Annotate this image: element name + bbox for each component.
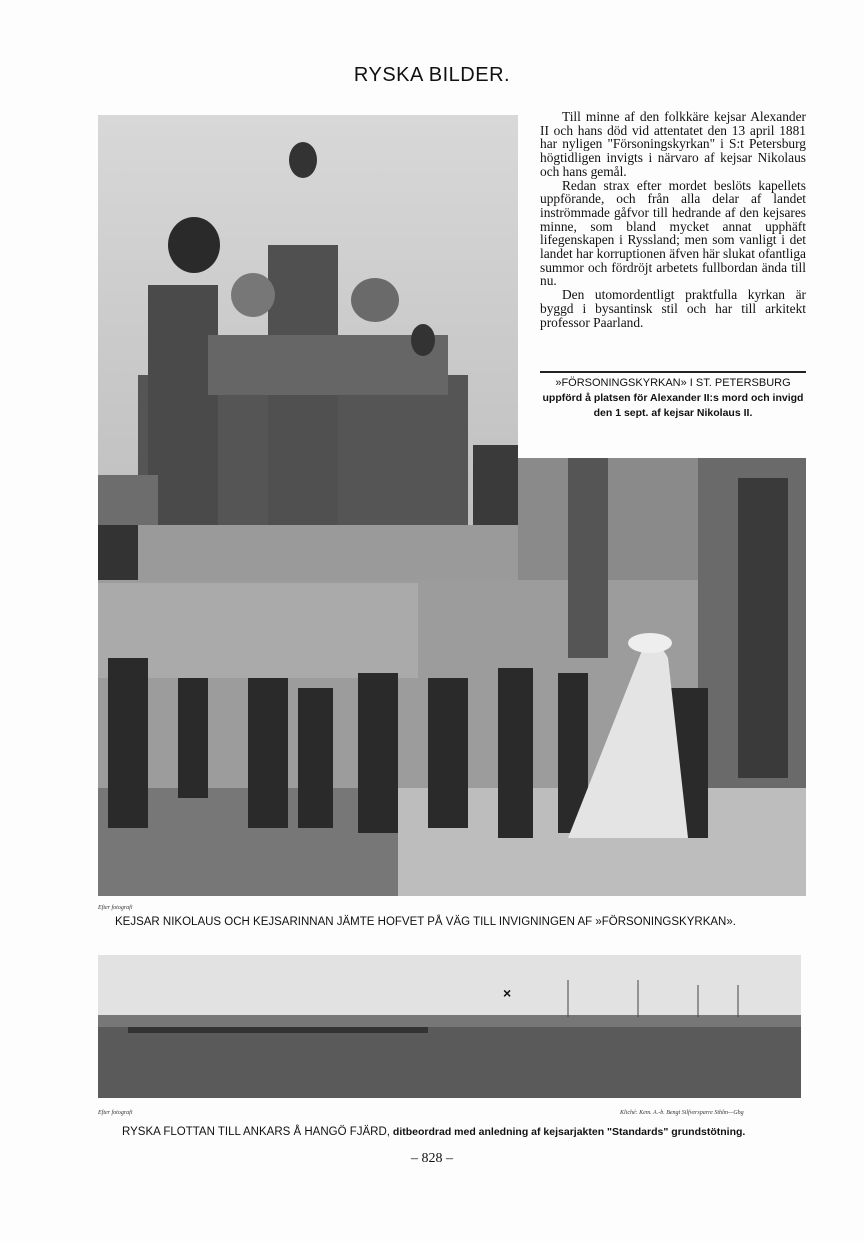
photo-credit: Efter fotografi: [98, 905, 133, 911]
fleet-marker: ×: [503, 985, 512, 1001]
procession-photo: [98, 458, 806, 896]
article-paragraph: Redan strax efter mordet beslöts kapellets uppförande, och från alla delar af landet inströmmade gåfvor till hedrande af den kejsares minne, som bland mycket annat upphäft lifegenskapen i Ryssland; men som vanligt i det landet har korruptionen äfven här slukat ofantliga summor och fördröjt arbetets fullbordan ända till nu.: [540, 177, 806, 289]
article-paragraph: Den utomordentligt praktfulla kyrkan är byggd i bysantinsk stil och har till arkitekt professor Paarland.: [540, 287, 806, 330]
fleet-caption-title: RYSKA FLOTTAN TILL ANKARS Å HANGÖ FJÄRD,: [122, 1126, 390, 1138]
procession-caption: KEJSAR NIKOLAUS OCH KEJSARINNAN JÄMTE HOFVET PÅ VÄG TILL INVIGNINGEN AF »FÖRSONINGSKYRKAN».: [115, 916, 736, 928]
cliche-credit: Kliché: Kem. A.-b. Bengt Silfversparre Sthlm—Gbg: [620, 1110, 744, 1116]
fleet-caption: [122, 1126, 745, 1138]
article-text: [540, 110, 806, 329]
photo-credit: Efter fotografi: [98, 1110, 133, 1116]
article-paragraph: Till minne af den folkkäre kejsar Alexander II och hans död vid attentatet den 13 april 1881 har nyligen "Försoningskyrkan" i S:t Petersburg högtidligen invigts i närvaro af kejsar Nikolaus och hans gemål.: [540, 109, 806, 179]
fleet-photo: [98, 955, 801, 1098]
fleet-caption-text: ditbeordrad med anledning af kejsarjakten "Standards" grundstötning.: [389, 1126, 746, 1138]
page-number: – 828 –: [411, 1151, 453, 1166]
divider: [540, 371, 806, 373]
church-caption: [538, 376, 808, 421]
church-caption-text: uppförd å platsen för Alexander II:s mord och invigd den 1 sept. af kejsar Nikolaus II.: [542, 392, 804, 419]
page-title: RYSKA BILDER.: [353, 64, 511, 86]
church-caption-title: »FÖRSONINGSKYRKAN» I ST. PETERSBURG: [555, 377, 791, 389]
